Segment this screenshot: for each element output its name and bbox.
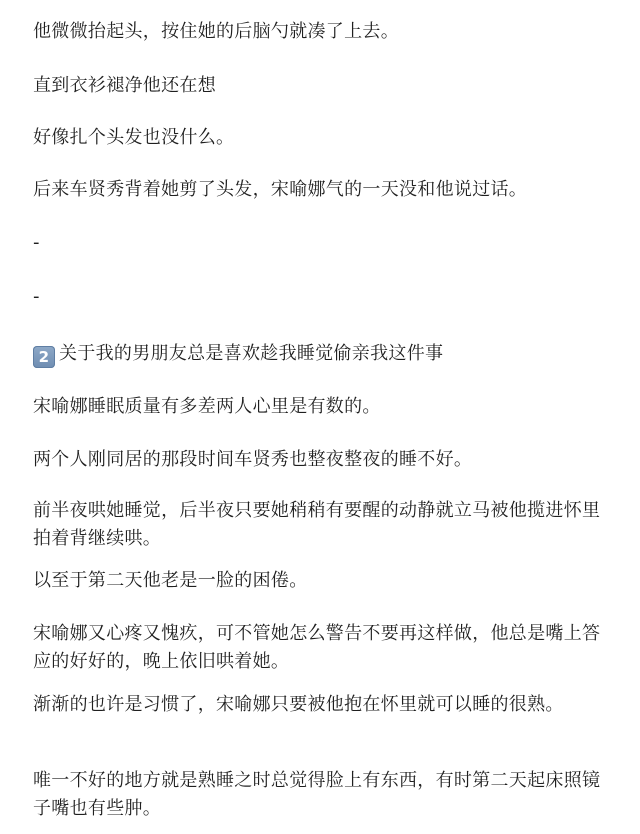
paragraph: 宋喻娜睡眠质量有多差两人心里是有数的。: [33, 396, 381, 417]
paragraph: 后来车贤秀背着她剪了头发，宋喻娜气的一天没和他说过话。: [33, 179, 528, 200]
paragraph: 好像扎个头发也没什么。: [33, 127, 235, 148]
separator-dash: -: [33, 232, 40, 253]
section-heading: [33, 340, 613, 368]
paragraph: 唯一不好的地方就是熟睡之时总觉得脸上有东西，有时第二天起床照镜子嘴也有些肿。: [33, 770, 601, 819]
paragraph: 两个人刚同居的那段时间车贤秀也整夜整夜的睡不好。: [33, 449, 473, 470]
paragraph: 他微微抬起头，按住她的后脑勺就凑了上去。: [33, 21, 399, 42]
paragraph: 直到衣衫褪净他还在想: [33, 75, 216, 96]
paragraph: 宋喻娜又心疼又愧疚，可不管她怎么警告不要再这样做，他总是嘴上答应的好好的，晚上依旧哄着她。: [33, 623, 601, 672]
section-heading-text: 关于我的男朋友总是喜欢趁我睡觉偷亲我这件事: [59, 343, 444, 364]
separator-dash: -: [33, 286, 40, 307]
paragraph: 渐渐的也许是习惯了，宋喻娜只要被他抱在怀里就可以睡的很熟。: [33, 694, 564, 715]
paragraph: 以至于第二天他老是一脸的困倦。: [33, 570, 308, 591]
keycap-digit-two-icon: 2: [33, 346, 55, 368]
paragraph: 前半夜哄她睡觉，后半夜只要她稍稍有要醒的动静就立马被他揽进怀里拍着背继续哄。: [33, 500, 601, 549]
